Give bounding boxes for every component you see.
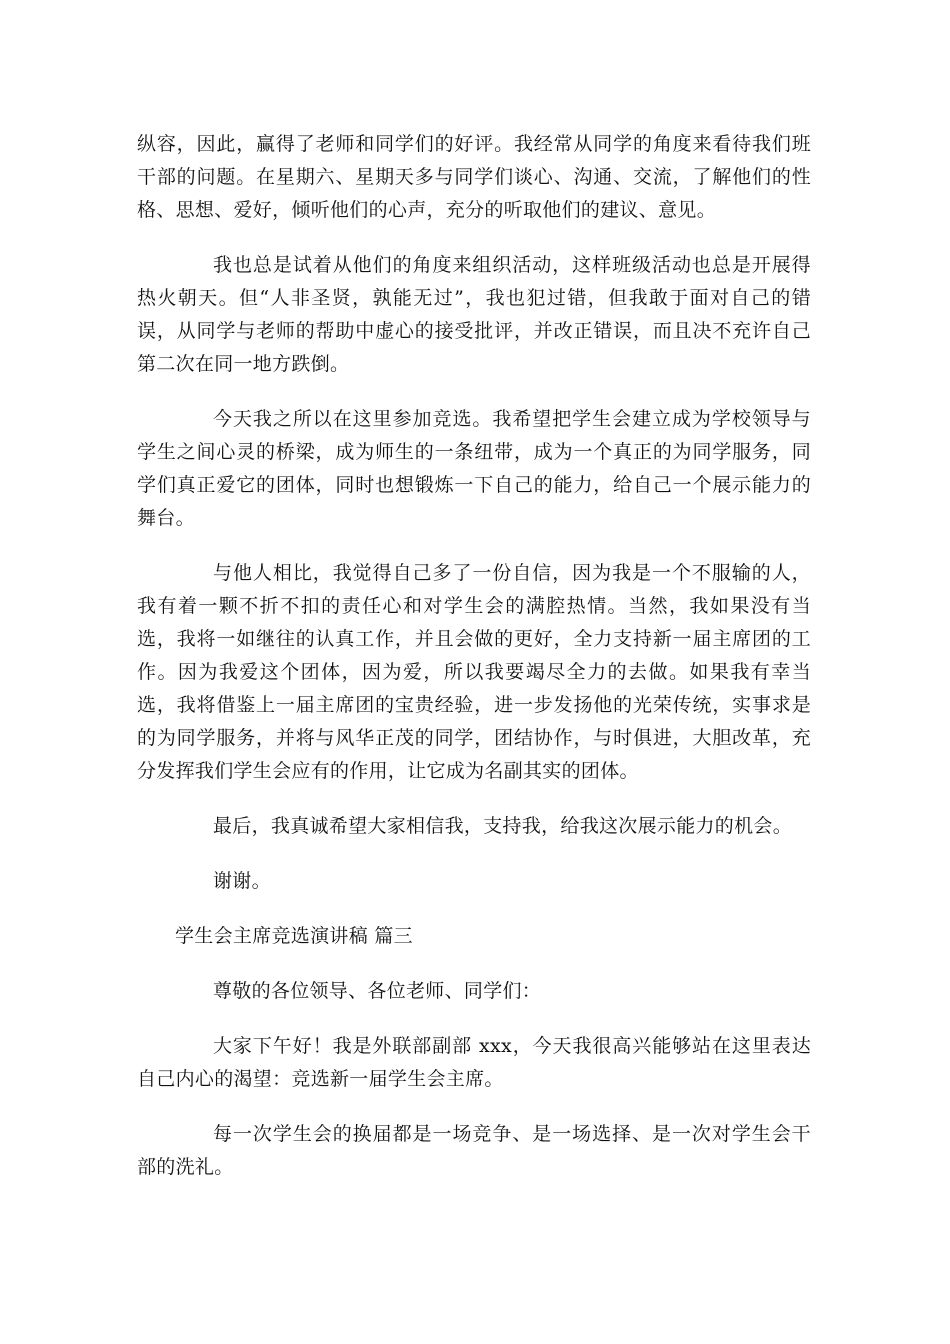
- paragraph-5: 最后，我真诚希望大家相信我，支持我，给我这次展示能力的机会。: [213, 815, 793, 837]
- paragraph-8: 每一次学生会的换届都是一场竞争、是一场选择、是一次对学生会干部的洗礼。: [137, 1123, 811, 1178]
- paragraph-1: 纵容，因此，赢得了老师和同学们的好评。我经常从同学的角度来看待我们班干部的问题。在星期六、星期天多与同学们谈心、沟通、交流，了解他们的性格、思想、爱好，倾听他们的心声，充分的听取他们的建议、意见。: [137, 133, 811, 221]
- paragraph-7: 大家下午好！我是外联部副部 xxx，今天我很高兴能够站在这里表达自己内心的渴望：竞选新一届学生会主席。: [137, 1035, 811, 1090]
- paragraph-2: 我也总是试着从他们的角度来组织活动，这样班级活动也总是开展得热火朝天。但“人非圣贤，孰能无过”，我也犯过错，但我敢于面对自己的错误，从同学与老师的帮助中虚心的接受批评，并改正错误，而且决不充许自己第二次在同一地方跌倒。: [137, 254, 811, 375]
- paragraph-3: 今天我之所以在这里参加竞选。我希望把学生会建立成为学校领导与学生之间心灵的桥梁，成为师生的一条纽带，成为一个真正的为同学服务，同学们真正爱它的团体，同时也想锻炼一下自己的能力，给自己一个展示能力的舞台。: [137, 408, 811, 529]
- paragraph-6: 谢谢。: [213, 870, 271, 892]
- document-body: [137, 128, 811, 1206]
- section-heading: 学生会主席竞选演讲稿 篇三: [175, 925, 413, 947]
- paragraph-4: 与他人相比，我觉得自己多了一份自信，因为我是一个不服输的人，我有着一颗不折不扣的责任心和对学生会的满腔热情。当然，我如果没有当选，我将一如继往的认真工作，并且会做的更好，全力支持新一届主席团的工作。因为我爱这个团体，因为爱，所以我要竭尽全力的去做。如果我有幸当选，我将借鉴上一届主席团的宝贵经验，进一步发扬他的光荣传统，实事求是的为同学服务，并将与风华正茂的同学，团结协作，与时俱进，大胆改革，充分发挥我们学生会应有的作用，让它成为名副其实的团体。: [137, 562, 811, 782]
- salutation: 尊敬的各位领导、各位老师、同学们：: [213, 980, 542, 1002]
